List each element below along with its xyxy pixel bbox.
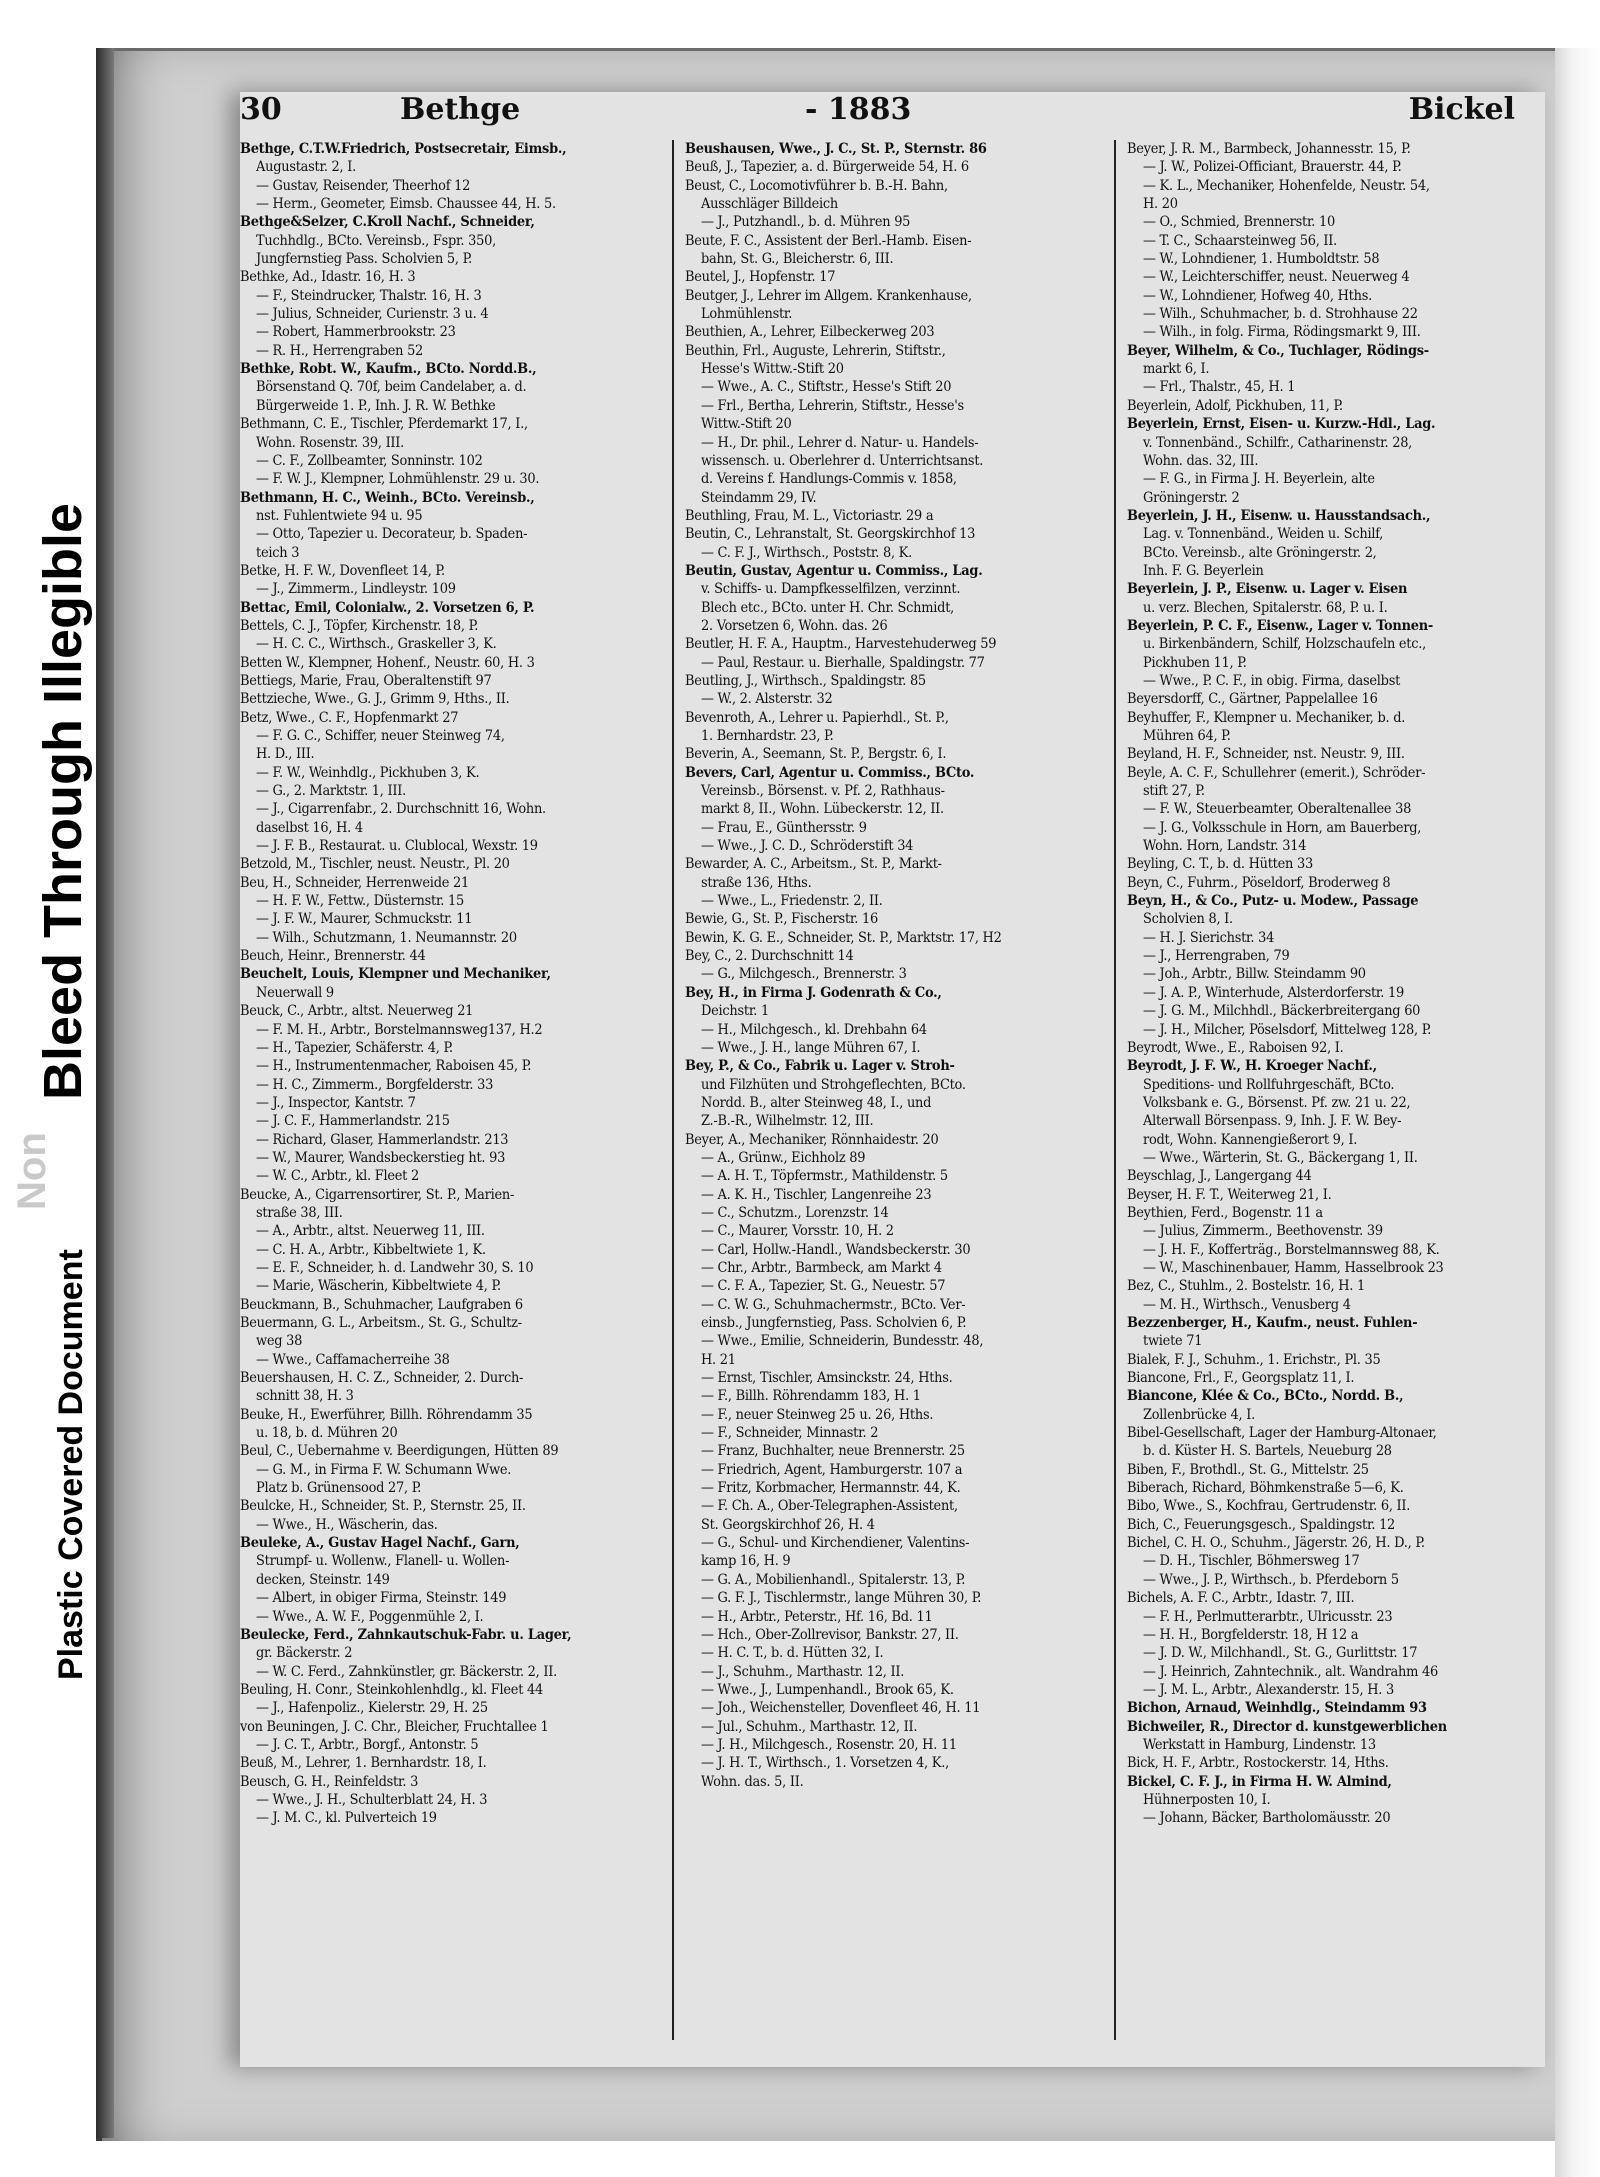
directory-entry-line: — J. G. M., Milchhdl., Bäckerbreitergang 60 [1143, 1003, 1421, 1020]
directory-entry-line: — G. M., in Firma F. W. Schumann Wwe. [256, 1461, 512, 1478]
directory-entry-line: — J., Zimmerm., Lindleystr. 109 [256, 581, 456, 598]
directory-entry-line: Beyschlag, J., Langergang 44 [1127, 1168, 1312, 1185]
directory-entry-line: Volksbank e. G., Börsenst. Pf. zw. 21 u. 22, [1143, 1094, 1411, 1111]
directory-entry-line: — E. F., Schneider, h. d. Landwehr 30, S. 10 [256, 1259, 534, 1276]
directory-entry-line: Beuthin, Frl., Auguste, Lehrerin, Stiftstr., [685, 342, 946, 359]
directory-entry-line: Beucke, A., Cigarrensortirer, St. P., Marien- [240, 1186, 515, 1203]
directory-entry-line: — H., Tapezier, Schäferstr. 4, P. [256, 1039, 453, 1056]
directory-entry-line: — F. G., in Firma J. H. Beyerlein, alte [1143, 471, 1375, 488]
directory-entry-line: Neuerwall 9 [256, 984, 334, 1001]
directory-entry-line: — Wwe., J. C. D., Schröderstift 34 [701, 838, 914, 855]
directory-entry-line: daselbst 16, H. 4 [256, 819, 363, 836]
directory-entry-line: Bettac, Emil, Colonialw., 2. Vorsetzen 6, P. [240, 598, 535, 616]
directory-entry-line: — A. H. T., Töpfermstr., Mathildenstr. 5 [701, 1168, 948, 1185]
directory-entry-line: Beythien, Ferd., Bogenstr. 11 a [1127, 1204, 1323, 1221]
directory-entry-line: — J. M. C., kl. Pulverteich 19 [256, 1810, 437, 1827]
directory-entry-line: — Gustav, Reisender, Theerhof 12 [256, 177, 471, 194]
directory-entry-line: — C. F. J., Wirthsch., Poststr. 8, K. [701, 544, 912, 561]
directory-entry-line: Hühnerposten 10, I. [1143, 1791, 1271, 1808]
directory-entry-line: Beyrodt, J. F. W., H. Kroeger Nachf., [1127, 1057, 1377, 1075]
directory-entry-line: Beyer, A., Mechaniker, Rönnhaidestr. 20 [685, 1131, 939, 1148]
directory-entry-line: Beutler, H. F. A., Hauptm., Harvestehuderweg 59 [685, 636, 997, 653]
directory-entry-line: Lohmühlenstr. [701, 306, 793, 323]
directory-entry-line: — W., Maurer, Wandsbeckerstieg ht. 93 [256, 1149, 506, 1166]
directory-entry-line: — Joh., Arbtr., Billw. Steindamm 90 [1143, 966, 1366, 983]
directory-entry-line: — Johann, Bäcker, Bartholomäusstr. 20 [1143, 1810, 1391, 1827]
directory-entry-line: Bey, C., 2. Durchschnitt 14 [685, 948, 854, 965]
directory-entry-line: Bettels, C. J., Töpfer, Kirchenstr. 18, P. [240, 617, 479, 634]
directory-entry-line: Börsenstand Q. 70f, beim Candelaber, a. d. [256, 379, 527, 396]
directory-entry-line: — C., Maurer, Vorsstr. 10, H. 2 [701, 1223, 894, 1240]
directory-entry-line: Beust, C., Locomotivführer b. B.-H. Bahn, [685, 177, 948, 194]
directory-entry-line: — H. C. C., Wirthsch., Graskeller 3, K. [256, 636, 497, 653]
directory-entry-line: kamp 16, H. 9 [701, 1553, 791, 1570]
directory-entry-line: — G., Milchgesch., Brennerstr. 3 [701, 966, 907, 983]
directory-entry-line: Bich, C., Feuerungsgesch., Spaldingstr. 12 [1127, 1516, 1396, 1533]
directory-entry-line: — Richard, Glaser, Hammerlandstr. 213 [256, 1131, 509, 1148]
running-head-year: - 1883 [805, 92, 912, 127]
directory-entry-line: Jungfernstieg Pass. Scholvien 5, P. [256, 251, 473, 268]
directory-entry-line: Bey, P., & Co., Fabrik u. Lager v. Stroh- [685, 1057, 955, 1075]
directory-entry-line: — F., Steindrucker, Thalstr. 16, H. 3 [256, 287, 482, 304]
directory-entry-line: — T. C., Schaarsteinweg 56, II. [1143, 232, 1338, 249]
directory-entry-line: H. 21 [701, 1351, 736, 1368]
directory-page [240, 92, 1545, 2067]
directory-entry-line: Gröningerstr. 2 [1143, 489, 1240, 506]
directory-entry-line: — Wwe., A. C., Stiftstr., Hesse's Stift 20 [701, 379, 952, 396]
directory-entry-line: — Paul, Restaur. u. Bierhalle, Spaldingstr. 77 [701, 654, 985, 671]
directory-entry-line: Steindamm 29, IV. [701, 489, 817, 506]
directory-entry-line: — W., Maschinenbauer, Hamm, Hasselbrook 23 [1143, 1259, 1444, 1276]
directory-entry-line: — W., 2. Alsterstr. 32 [701, 691, 833, 708]
directory-entry-line: Tuchhdlg., BCto. Vereinsb., Fspr. 350, [256, 232, 496, 249]
directory-entry-line: — F. M. H., Arbtr., Borstelmannsweg137, H.2 [256, 1021, 543, 1038]
directory-entry-line: — J. H., Milcher, Pöselsdorf, Mittelweg 128, P. [1143, 1021, 1432, 1038]
directory-entry-line: — Wwe., J., Lumpenhandl., Brook 65, K. [701, 1681, 954, 1698]
directory-entry-line: Blech etc., BCto. unter H. Chr. Schmidt, [701, 599, 955, 616]
directory-entry-line: Beuchelt, Louis, Klempner und Mechaniker, [240, 965, 551, 983]
directory-entry-line: Beyer, J. R. M., Barmbeck, Johannesstr. 15, P. [1127, 141, 1411, 157]
directory-entry-line: — H. J. Sierichstr. 34 [1143, 929, 1275, 946]
ghost-label-fragment: Non [10, 1132, 54, 1210]
directory-entry-line: Alterwall Börsenpass. 9, Inh. J. F. W. Bey- [1143, 1113, 1402, 1130]
running-head-right: Bickel [1408, 92, 1515, 127]
directory-entry-line: Biben, F., Brothdl., St. G., Mittelstr. 25 [1127, 1461, 1369, 1478]
directory-entry-line: Bickel, C. F. J., in Firma H. W. Almind, [1127, 1772, 1392, 1790]
directory-columns [240, 140, 1545, 2060]
directory-entry-line: Bibel-Gesellschaft, Lager der Hamburg-Altonaer, [1127, 1425, 1437, 1442]
directory-entry-line: Beyn, H., & Co., Putz- u. Modew., Passage [1127, 892, 1419, 910]
directory-entry-line: Bürgerweide 1. P., Inh. J. R. W. Bethke [256, 397, 496, 414]
directory-entry-line: Beulcke, H., Schneider, St. P., Sternstr. 25, II. [240, 1498, 526, 1515]
directory-entry-line: Beuckmann, B., Schuhmacher, Laufgraben 6 [240, 1296, 523, 1313]
directory-entry-line: — Wwe., H., Wäscherin, das. [256, 1516, 438, 1533]
directory-entry-line: — Wwe., Emilie, Schneiderin, Bundesstr. 48, [701, 1333, 984, 1350]
directory-entry-line: Bialek, F. J., Schuhm., 1. Erichstr., Pl. 35 [1127, 1351, 1381, 1368]
directory-entry-line: — W., Lohndiener, 1. Humboldtstr. 58 [1143, 251, 1380, 268]
directory-entry-line: — Wwe., Caffamacherreihe 38 [256, 1351, 450, 1368]
directory-entry-line: Lag. v. Tonnenbänd., Weiden u. Schilf, [1143, 526, 1384, 543]
directory-entry-line: straße 38, III. [256, 1204, 343, 1221]
directory-entry-line: — C. W. G., Schuhmachermstr., BCto. Ver- [701, 1296, 966, 1313]
directory-entry-line: — J. D. W., Milchhandl., St. G., Gurlittstr. 17 [1143, 1645, 1418, 1662]
directory-entry-line: Bichon, Arnaud, Weinhdlg., Steindamm 93 [1127, 1699, 1427, 1717]
column-rule [672, 140, 674, 2040]
directory-entry-line: Speditions- und Rollfuhrgeschäft, BCto. [1143, 1076, 1395, 1093]
margin-annotations [0, 0, 100, 2177]
directory-entry-line: — Chr., Arbtr., Barmbeck, am Markt 4 [701, 1259, 942, 1276]
directory-entry-line: — Wilh., in folg. Firma, Rödingsmarkt 9, III. [1143, 324, 1421, 341]
directory-entry-line: schnitt 38, H. 3 [256, 1388, 354, 1405]
directory-entry-line: Beuke, H., Ewerführer, Billh. Röhrendamm 35 [240, 1406, 533, 1423]
directory-entry-line: Bichel, C. H. O., Schuhm., Jägerstr. 26, H. D., P. [1127, 1535, 1425, 1552]
directory-entry-line: Bethke, Robt. W., Kaufm., BCto. Nordd.B., [240, 360, 537, 378]
directory-entry-line: — Jul., Schuhm., Marthastr. 12, II. [701, 1718, 918, 1735]
directory-entry-line: — C. F. A., Tapezier, St. G., Neuestr. 57 [701, 1278, 946, 1295]
directory-entry-line: — M. H., Wirthsch., Venusberg 4 [1143, 1296, 1351, 1313]
directory-entry-line: — G. F. J., Tischlermstr., lange Mühren 30, P. [701, 1590, 982, 1607]
directory-entry-line: v. Schiffs- u. Dampfkesselfilzen, verzinnt. [701, 581, 961, 598]
directory-entry-line: Beuthling, Frau, M. L., Victoriastr. 29 a [685, 507, 934, 524]
directory-entry-line: Beutel, J., Hopfenstr. 17 [685, 269, 836, 286]
directory-entry-line: Bethge&Selzer, C.Kroll Nachf., Schneider, [240, 213, 535, 231]
directory-entry-line: — F. W., Weinhdlg., Pickhuben 3, K. [256, 764, 480, 781]
directory-entry-line: Mühren 64, P. [1143, 728, 1231, 744]
directory-entry-line: — J., Herrengraben, 79 [1143, 948, 1290, 965]
directory-entry-line: Beuß, M., Lehrer, 1. Bernhardstr. 18, I. [240, 1755, 487, 1772]
directory-entry-line: Beyser, H. F. T., Weiterweg 21, I. [1127, 1186, 1332, 1203]
directory-entry-line: — Wwe., J. P., Wirthsch., b. Pferdeborn 5 [1143, 1571, 1399, 1588]
directory-entry-line: stift 27, P. [1143, 783, 1205, 800]
directory-entry-line: Beute, F. C., Assistent der Berl.-Hamb. Eisen- [685, 232, 972, 249]
directory-entry-line: — J. H. F., Kofferträg., Borstelmannsweg 88, K. [1143, 1241, 1440, 1258]
directory-entry-line: Bichels, A. F. C., Arbtr., Idastr. 7, III. [1127, 1590, 1355, 1607]
directory-entry-line: — F. Ch. A., Ober-Telegraphen-Assistent, [701, 1498, 958, 1515]
directory-entry-line: teich 3 [256, 544, 300, 561]
directory-entry-line: d. Vereins f. Handlungs-Commis v. 1858, [701, 471, 957, 488]
directory-entry-line: Betten W., Klempner, Hohenf., Neustr. 60, H. 3 [240, 654, 535, 671]
directory-entry-line: — Wilh., Schutzmann, 1. Neumannstr. 20 [256, 929, 517, 946]
directory-entry-line: Beuck, C., Arbtr., altst. Neuerweg 21 [240, 1003, 474, 1020]
directory-entry-line: — O., Schmied, Brennerstr. 10 [1143, 214, 1335, 231]
directory-entry-line: Strumpf- u. Wollenw., Flanell- u. Wollen- [256, 1553, 510, 1570]
plastic-covered-label: Plastic Covered Document [52, 1249, 90, 1680]
directory-entry-line: Beuthien, A., Lehrer, Eilbeckerweg 203 [685, 324, 935, 341]
directory-entry-line: Bezzenberger, H., Kaufm., neust. Fuhlen- [1127, 1314, 1418, 1331]
directory-entry-line: Ausschläger Billdeich [701, 196, 839, 213]
directory-entry-line: wissensch. u. Oberlehrer d. Unterrichtsanst. [701, 452, 984, 469]
directory-entry-line: — Wwe., A. W. F., Poggenmühle 2, I. [256, 1608, 484, 1625]
directory-entry-line: markt 6, I. [1143, 361, 1210, 378]
directory-entry-line: 1. Bernhardstr. 23, P. [701, 728, 834, 744]
directory-entry-line: weg 38 [256, 1333, 303, 1350]
page-edge [1555, 48, 1600, 2177]
directory-entry-line: Bibo, Wwe., S., Kochfrau, Gertrudenstr. 6, II. [1127, 1498, 1411, 1515]
directory-entry-line: — J. C. T., Arbtr., Borgf., Antonstr. 5 [256, 1736, 479, 1753]
directory-entry-line: — D. H., Tischler, Böhmersweg 17 [1143, 1553, 1360, 1570]
directory-entry-line: Beyland, H. F., Schneider, nst. Neustr. 9, III. [1127, 746, 1405, 763]
directory-entry-line: — Herm., Geometer, Eimsb. Chaussee 44, H. 5. [256, 196, 556, 213]
bleed-through-label: Bleed Through Illegible [33, 502, 93, 1100]
column-3 [1127, 140, 1545, 2060]
directory-entry-line: Beuershausen, H. C. Z., Schneider, 2. Durch- [240, 1370, 524, 1387]
directory-entry-line: b. d. Küster H. S. Bartels, Neueburg 28 [1143, 1443, 1392, 1460]
directory-entry-line: Beyerlein, Ernst, Eisen- u. Kurzw.-Hdl., Lag. [1127, 415, 1436, 433]
directory-entry-line: — Friedrich, Agent, Hamburgerstr. 107 a [701, 1461, 963, 1478]
directory-entry-line: — W. C. Ferd., Zahnkünstler, gr. Bäckerstr. 2, II. [256, 1663, 557, 1680]
directory-entry-line: — Robert, Hammerbrookstr. 23 [256, 324, 456, 341]
directory-entry-line: Bethge, C.T.W.Friedrich, Postsecretair, Eimsb., [240, 140, 567, 157]
directory-entry-line: Platz b. Grünensood 27, P. [256, 1480, 422, 1497]
directory-entry-line: — Ernst, Tischler, Amsinckstr. 24, Hths. [701, 1370, 953, 1387]
directory-entry-line: — J. M. L., Arbtr., Alexanderstr. 15, H. 3 [1143, 1681, 1394, 1698]
directory-entry-line: — C., Schutzm., Lorenzstr. 14 [701, 1204, 889, 1221]
directory-entry-line: — J. A. P., Winterhude, Alsterdorferstr. 19 [1143, 984, 1404, 1001]
directory-entry-line: — C. H. A., Arbtr., Kibbeltwiete 1, K. [256, 1241, 486, 1258]
directory-entry-line: — J. F. B., Restaurat. u. Clublocal, Wexstr. 19 [256, 838, 538, 855]
directory-entry-line: gr. Bäckerstr. 2 [256, 1645, 353, 1662]
directory-entry-line: — F. W., Steuerbeamter, Oberaltenallee 38 [1143, 801, 1412, 818]
directory-entry-line: Augustastr. 2, I. [256, 159, 356, 176]
directory-entry-line: einsb., Jungfernstieg, Pass. Scholvien 6, P. [701, 1315, 967, 1331]
directory-entry-line: — F., neuer Steinweg 25 u. 26, Hths. [701, 1406, 934, 1423]
directory-entry-line: Bewie, G., St. P., Fischerstr. 16 [685, 911, 878, 928]
directory-entry-line: — Franz, Buchhalter, neue Brennerstr. 25 [701, 1443, 965, 1460]
directory-entry-line: Wittw.-Stift 20 [701, 416, 792, 433]
directory-entry-line: — W., Lohndiener, Hofweg 40, Hths. [1143, 287, 1372, 304]
directory-entry-line: bahn, St. G., Bleicherstr. 6, III. [701, 251, 894, 268]
column-rule [1114, 140, 1116, 2040]
directory-entry-line: — R. H., Herrengraben 52 [256, 342, 424, 359]
directory-entry-line: — H. C. T., b. d. Hütten 32, I. [701, 1645, 884, 1662]
directory-entry-line: Bewarder, A. C., Arbeitsm., St. P., Markt- [685, 856, 942, 873]
directory-entry-line: Beyrodt, Wwe., E., Raboisen 92, I. [1127, 1039, 1344, 1056]
directory-entry-line: — Hch., Ober-Zollrevisor, Bankstr. 27, II. [701, 1626, 959, 1643]
directory-entry-line: u. verz. Blechen, Spitalerstr. 68, P. u. I. [1143, 599, 1388, 616]
directory-entry-line: Bevenroth, A., Lehrer u. Papierhdl., St. P., [685, 709, 949, 726]
directory-entry-line: — Frau, E., Günthersstr. 9 [701, 819, 867, 836]
running-head-left: Bethge [400, 92, 521, 127]
directory-entry-line: — Julius, Zimmerm., Beethovenstr. 39 [1143, 1223, 1383, 1240]
directory-entry-line: twiete 71 [1143, 1333, 1203, 1350]
directory-entry-line: Beyhuffer, F., Klempner u. Mechaniker, b. d. [1127, 709, 1406, 726]
directory-entry-line: Bichweiler, R., Director d. kunstgewerblichen [1127, 1717, 1447, 1735]
directory-entry-line: Bettzieche, Wwe., G. J., Grimm 9, Hths., II. [240, 691, 510, 708]
directory-entry-line: Wohn. Horn, Landstr. 314 [1143, 838, 1307, 855]
directory-entry-line: Zollenbrücke 4, I. [1143, 1406, 1255, 1423]
directory-entry-line: Beulecke, Ferd., Zahnkautschuk-Fabr. u. Lager, [240, 1625, 572, 1643]
directory-entry-line: Betz, Wwe., C. F., Hopfenmarkt 27 [240, 709, 459, 726]
directory-entry-line: Beverin, A., Seemann, St. P., Bergstr. 6, I. [685, 746, 947, 763]
directory-entry-line: Wohn. Rosenstr. 39, III. [256, 434, 405, 451]
directory-entry-line: nst. Fuhlentwiete 94 u. 95 [256, 507, 423, 524]
directory-entry-line: Bez, C., Stuhlm., 2. Bostelstr. 16, H. 1 [1127, 1278, 1365, 1295]
directory-entry-line: — A. K. H., Tischler, Langenreihe 23 [701, 1186, 932, 1203]
directory-entry-line: — J. W., Polizei-Officiant, Brauerstr. 44, P. [1143, 159, 1402, 176]
directory-entry-line: Beyerlein, J. P., Eisenw. u. Lager v. Eisen [1127, 580, 1408, 598]
directory-entry-line: Nordd. B., alter Steinweg 48, I., und [701, 1094, 932, 1111]
directory-entry-line: H. D., III. [256, 746, 315, 763]
directory-entry-line: — J., Schuhm., Marthastr. 12, II. [701, 1663, 905, 1680]
directory-entry-line: — Joh., Weichensteller, Dovenfleet 46, H. 11 [701, 1700, 981, 1717]
directory-entry-line: v. Tonnenbänd., Schilfr., Catharinenstr. 28, [1143, 434, 1413, 451]
directory-entry-line: — H., Arbtr., Peterstr., Hf. 16, Bd. 11 [701, 1608, 933, 1625]
directory-entry-line: Bick, H. F., Arbtr., Rostockerstr. 14, Hths. [1127, 1755, 1389, 1772]
directory-entry-line: Wohn. das. 5, II. [701, 1773, 804, 1790]
directory-entry-line: Inh. F. G. Beyerlein [1143, 562, 1264, 579]
directory-entry-line: Scholvien 8, I. [1143, 911, 1233, 928]
directory-entry-line: Biancone, Frl., F., Georgsplatz 11, I. [1127, 1370, 1355, 1387]
directory-entry-line: Bey, H., in Firma J. Godenrath & Co., [685, 983, 942, 1001]
directory-entry-line: — Julius, Schneider, Curienstr. 3 u. 4 [256, 306, 489, 323]
directory-entry-line: — W., Leichterschiffer, neust. Neuerweg 4 [1143, 269, 1410, 286]
directory-entry-line: — Wwe., J. H., Schulterblatt 24, H. 3 [256, 1791, 488, 1808]
directory-entry-line: — Wwe., L., Friedenstr. 2, II. [701, 893, 883, 910]
directory-entry-line: Biberach, Richard, Böhmkenstraße 5—6, K. [1127, 1480, 1404, 1497]
directory-entry-line: u. 18, b. d. Mühren 20 [256, 1425, 398, 1442]
directory-entry-line: Beuch, Heinr., Brennerstr. 44 [240, 948, 426, 965]
directory-entry-line: — C. F., Zollbeamter, Sonninstr. 102 [256, 452, 483, 469]
directory-entry-line: — H., Instrumentenmacher, Raboisen 45, P. [256, 1058, 532, 1075]
directory-entry-line: 2. Vorsetzen 6, Wohn. das. 26 [701, 617, 888, 634]
binding-shadow [96, 48, 114, 2138]
directory-entry-line: Beu, H., Schneider, Herrenweide 21 [240, 874, 469, 891]
directory-entry-line: Beyerlein, J. H., Eisenw. u. Hausstandsach., [1127, 506, 1431, 524]
directory-entry-line: Hesse's Wittw.-Stift 20 [701, 361, 844, 378]
running-head [240, 92, 1545, 136]
directory-entry-line: — J., Cigarrenfabr., 2. Durchschnitt 16, Wohn. [256, 801, 546, 818]
directory-entry-line: Beyerlein, Adolf, Pickhuben, 11, P. [1127, 397, 1343, 414]
directory-entry-line: Beutin, C., Lehranstalt, St. Georgskirchhof 13 [685, 526, 976, 543]
column-1 [240, 140, 658, 2060]
directory-entry-line: Biancone, Klée & Co., BCto., Nordd. B., [1127, 1387, 1404, 1405]
directory-entry-line: Beutger, J., Lehrer im Allgem. Krankenhause, [685, 287, 972, 304]
directory-entry-line: Beutin, Gustav, Agentur u. Commiss., Lag. [685, 561, 983, 579]
directory-entry-line: — H. C., Zimmerm., Borgfelderstr. 33 [256, 1076, 494, 1093]
directory-entry-line: — F. W. J., Klempner, Lohmühlenstr. 29 u. 30. [256, 471, 540, 488]
directory-entry-line: Beyle, A. C. F., Schullehrer (emerit.), Schröder- [1127, 764, 1426, 781]
directory-entry-line: von Beuningen, J. C. Chr., Bleicher, Fruchtallee 1 [240, 1718, 549, 1735]
directory-entry-line: — A., Grünw., Eichholz 89 [701, 1149, 866, 1166]
directory-entry-line: Bettiegs, Marie, Frau, Oberaltenstift 97 [240, 672, 492, 689]
directory-entry-line: — Marie, Wäscherin, Kibbeltwiete 4, P. [256, 1278, 501, 1295]
directory-entry-line: — J., Hafenpoliz., Kielerstr. 29, H. 25 [256, 1700, 488, 1717]
directory-entry-line: Bevers, Carl, Agentur u. Commiss., BCto. [685, 763, 975, 781]
directory-entry-line: — J. H., Milchgesch., Rosenstr. 20, H. 11 [701, 1736, 957, 1753]
directory-entry-line: — H., Milchgesch., kl. Drehbahn 64 [701, 1021, 927, 1038]
directory-entry-line: und Filzhüten und Strohgeflechten, BCto. [701, 1076, 966, 1093]
directory-entry-line: — J. F. W., Maurer, Schmuckstr. 11 [256, 911, 473, 928]
directory-entry-line: H. 20 [1143, 196, 1178, 213]
directory-entry-line: — Wwe., J. H., lange Mühren 67, I. [701, 1039, 921, 1056]
directory-entry-line: — J. H. T., Wirthsch., 1. Vorsetzen 4, K., [701, 1755, 949, 1772]
directory-entry-line: Bewin, K. G. E., Schneider, St. P., Marktstr. 17, H2 [685, 929, 1002, 946]
directory-entry-line: Beyersdorff, C., Gärtner, Pappelallee 16 [1127, 691, 1378, 708]
directory-entry-line: Beyerlein, P. C. F., Eisenw., Lager v. Tonnen- [1127, 616, 1434, 634]
directory-entry-line: — G., 2. Marktstr. 1, III. [256, 783, 406, 800]
directory-entry-line: markt 8, II., Wohn. Lübeckerstr. 12, II. [701, 801, 944, 818]
directory-entry-line: Beushausen, Wwe., J. C., St. P., Sternstr. 86 [685, 140, 987, 157]
directory-entry-line: Pickhuben 11, P. [1143, 654, 1247, 671]
directory-entry-line: — Otto, Tapezier u. Decorateur, b. Spaden- [256, 526, 528, 543]
directory-entry-line: Beul, C., Uebernahme v. Beerdigungen, Hütten 89 [240, 1443, 559, 1460]
directory-entry-line: — Wilh., Schuhmacher, b. d. Strohhause 22 [1143, 306, 1418, 323]
directory-entry-line: Vereinsb., Börsenst. v. Pf. 2, Rathhaus- [701, 783, 945, 800]
directory-entry-line: — H. H., Borgfelderstr. 18, H 12 a [1143, 1626, 1359, 1643]
directory-entry-line: Betzold, M., Tischler, neust. Neustr., Pl. 20 [240, 856, 510, 873]
directory-entry-line: Beyn, C., Fuhrm., Pöseldorf, Broderweg 8 [1127, 874, 1391, 891]
directory-entry-line: St. Georgskirchhof 26, H. 4 [701, 1516, 875, 1533]
directory-entry-line: — A., Arbtr., altst. Neuerweg 11, III. [256, 1223, 485, 1240]
directory-entry-line: — K. L., Mechaniker, Hohenfelde, Neustr. 54, [1143, 177, 1430, 194]
directory-entry-line: — G. A., Mobilienhandl., Spitalerstr. 13, P. [701, 1571, 966, 1588]
directory-entry-line: — F. H., Perlmutterarbtr., Ulricusstr. 23 [1143, 1608, 1393, 1625]
directory-entry-line: — Carl, Hollw.-Handl., Wandsbeckerstr. 30 [701, 1241, 971, 1258]
column-2 [685, 140, 1103, 2060]
directory-entry-line: — J. C. F., Hammerlandstr. 215 [256, 1113, 450, 1130]
directory-entry-line: Beusch, G. H., Reinfeldstr. 3 [240, 1773, 419, 1790]
directory-entry-line: rodt, Wohn. Kannengießerort 9, I. [1143, 1131, 1358, 1148]
directory-entry-line: — J., Putzhandl., b. d. Mühren 95 [701, 214, 911, 231]
directory-entry-line: Deichstr. 1 [701, 1003, 769, 1020]
directory-entry-line: — G., Schul- und Kirchendiener, Valentins- [701, 1535, 970, 1552]
directory-entry-line: — Frl., Bertha, Lehrerin, Stiftstr., Hesse's [701, 397, 964, 414]
directory-entry-line: — Albert, in obiger Firma, Steinstr. 149 [256, 1590, 507, 1607]
page-number: 30 [240, 92, 282, 127]
directory-entry-line: — H. F. W., Fettw., Düsternstr. 15 [256, 893, 465, 910]
directory-entry-line: — Frl., Thalstr., 45, H. 1 [1143, 379, 1296, 396]
directory-entry-line: Werkstatt in Hamburg, Lindenstr. 13 [1143, 1736, 1376, 1753]
directory-entry-line: — Wwe., P. C. F., in obig. Firma, daselbst [1143, 672, 1401, 689]
directory-entry-line: — W. C., Arbtr., kl. Fleet 2 [256, 1168, 419, 1185]
directory-entry-line: — F., Billh. Röhrendamm 183, H. 1 [701, 1388, 921, 1405]
directory-entry-line: Bethmann, C. E., Tischler, Pferdemarkt 17, I., [240, 416, 528, 433]
directory-entry-line: BCto. Vereinsb., alte Gröningerstr. 2, [1143, 544, 1377, 561]
directory-entry-line: decken, Steinstr. 149 [256, 1571, 390, 1588]
directory-entry-line: — H., Dr. phil., Lehrer d. Natur- u. Handels- [701, 434, 979, 451]
directory-entry-line: Beuling, H. Conr., Steinkohlenhdlg., kl. Fleet 44 [240, 1681, 544, 1698]
directory-entry-line: Betke, H. F. W., Dovenfleet 14, P. [240, 562, 445, 579]
directory-entry-line: Bethke, Ad., Idastr. 16, H. 3 [240, 269, 416, 286]
directory-entry-line: — J. Heinrich, Zahntechnik., alt. Wandrahm 46 [1143, 1663, 1438, 1680]
directory-entry-line: — F. G. C., Schiffer, neuer Steinweg 74, [256, 728, 505, 744]
directory-entry-line: — J., Inspector, Kantstr. 7 [256, 1094, 416, 1111]
directory-entry-line: Beyer, Wilhelm, & Co., Tuchlager, Rödings- [1127, 341, 1429, 359]
directory-entry-line: Beuleke, A., Gustav Hagel Nachf., Garn, [240, 1534, 520, 1552]
directory-entry-line: — F., Schneider, Minnastr. 2 [701, 1425, 879, 1442]
directory-entry-line: Beuermann, G. L., Arbeitsm., St. G., Schultz- [240, 1315, 522, 1331]
directory-entry-line: u. Birkenbändern, Schilf, Holzschaufeln etc., [1143, 636, 1426, 653]
directory-entry-line: straße 136, Hths. [701, 874, 812, 891]
directory-entry-line: Beutling, J., Wirthsch., Spaldingstr. 85 [685, 672, 926, 689]
directory-entry-line: Wohn. das. 32, III. [1143, 452, 1259, 469]
directory-entry-line: Bethmann, H. C., Weinh., BCto. Vereinsb., [240, 488, 535, 506]
directory-entry-line: — Wwe., Wärterin, St. G., Bäckergang 1, II. [1143, 1149, 1418, 1166]
directory-entry-line: Z.-B.-R., Wilhelmstr. 12, III. [701, 1113, 874, 1130]
directory-entry-line: Beyling, C. T., b. d. Hütten 33 [1127, 856, 1313, 873]
directory-entry-line: — J. G., Volksschule in Horn, am Bauerberg, [1143, 819, 1422, 836]
directory-entry-line: Beuß, J., Tapezier, a. d. Bürgerweide 54, H. 6 [685, 159, 969, 176]
directory-entry-line: — Fritz, Korbmacher, Hermannstr. 44, K. [701, 1480, 961, 1497]
